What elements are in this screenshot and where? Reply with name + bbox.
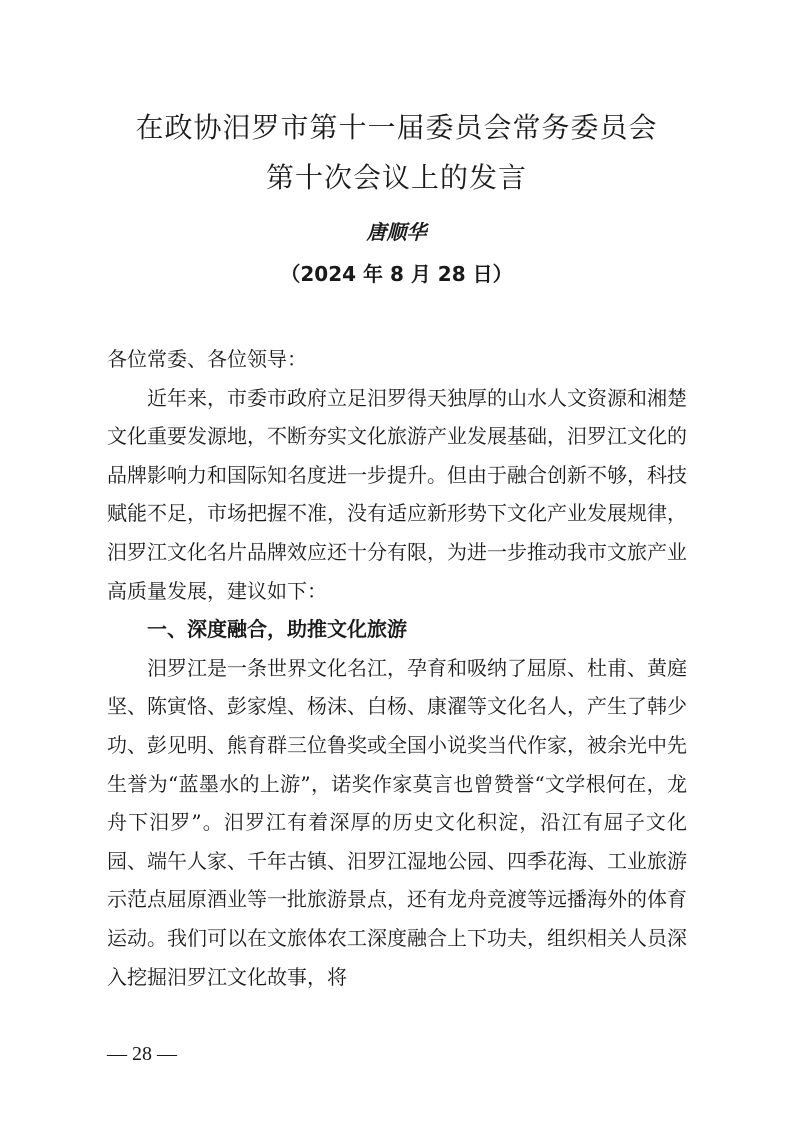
section-heading-1: 一、深度融合，助推文化旅游 <box>147 617 407 642</box>
speech-date: （2024 年 8 月 28 日） <box>280 262 513 286</box>
paragraph-section-1: 汨罗江是一条世界文化名江，孕育和吸纳了屈原、杜甫、黄庭坚、陈寅恪、彭家煌、杨沫、白杨、康濯等文化名人，产生了韩少功、彭见明、熊育群三位鲁奖或全国小说奖当代作家，被余光中先生誉为“蓝墨水的上游”，诺奖作家莫言也曾赞誉“文学根何在，龙舟下汨罗”。汨罗江有着深厚的历史文化积淀，沿江有屈子文化园、端午人家、千年古镇、汨罗江湿地公园、四季花海、工业旅游示范点屈原酒业等一批旅游景点，还有龙舟竞渡等远播海外的体育运动。我们可以在文旅体农工深度融合上下功夫，组织相关人员深入挖掘汨罗江文化故事，将 <box>107 655 687 989</box>
document-title-line-2: 第十次会议上的发言 <box>265 161 527 194</box>
salutation: 各位常委、各位领导： <box>107 347 307 371</box>
document-title-line-1: 在政协汨罗市第十一届委员会常务委员会 <box>135 111 658 144</box>
page-number: — 28 — <box>107 1043 177 1065</box>
paragraph-intro: 近年来，市委市政府立足汨罗得天独厚的山水人文资源和湘楚文化重要发源地，不断夯实文化旅游产业发展基础，汨罗江文化的品牌影响力和国际知名度进一步提升。但由于融合创新不够，科技赋能不足，市场把握不准，没有适应新形势下文化产业发展规律，汨罗江文化名片品牌效应还十分有限，为进一步推动我市文旅产业高质量发展，建议如下： <box>107 385 687 603</box>
document-body <box>107 340 687 996</box>
author-name: 唐顺华 <box>366 220 427 244</box>
